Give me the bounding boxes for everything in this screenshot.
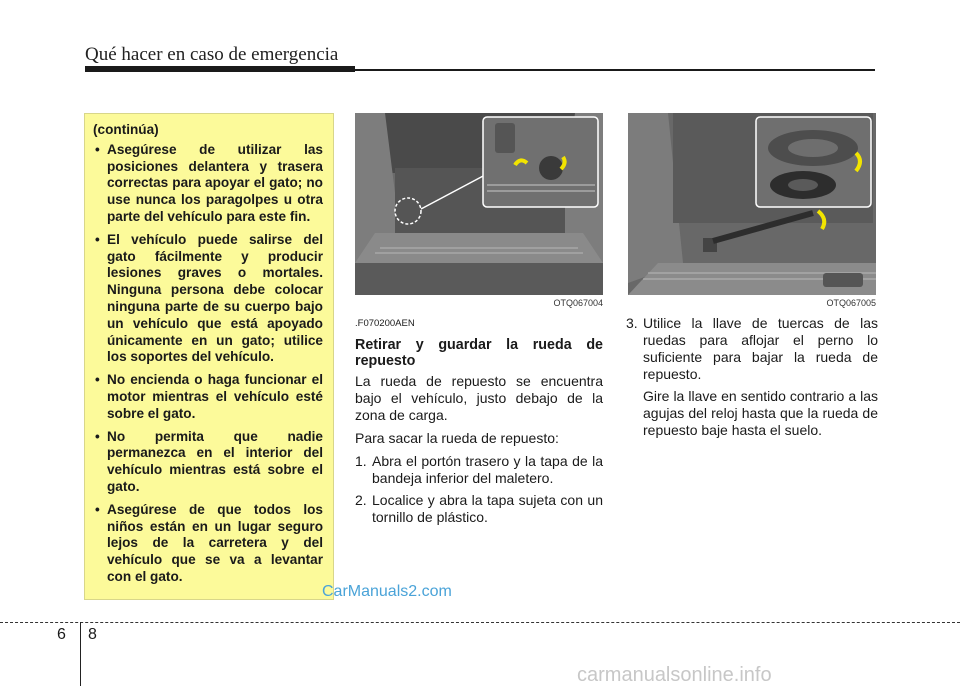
watermark-link[interactable]: CarManuals2.com bbox=[322, 583, 452, 600]
warning-item: • Asegúrese de que todos los niños están en un lugar seguro lejos de la carretera y del vehículo que se va a levantar con el gato. bbox=[93, 502, 323, 586]
step-text: Utilice la llave de tuercas de las ruedas para aflojar el perno lo suficiente para bajar la rueda de repuesto. bbox=[643, 315, 878, 382]
step-3 bbox=[626, 315, 878, 383]
paragraph: Para sacar la rueda de repuesto: bbox=[355, 430, 559, 446]
trunk-cover-photo bbox=[355, 113, 603, 295]
step-number: 3. bbox=[626, 315, 638, 331]
warning-item: • El vehículo puede salirse del gato fácilmente y producir lesiones graves o mortales. Ninguna persona debe colocar ninguna parte de su cuerpo bajo un vehículo que está apoyado únicamente en un gato; utilice los soportes del vehículo. bbox=[93, 232, 323, 366]
step-subparagraph: Gire la llave en sentido contrario a las agujas del reloj hasta que la rueda de repuesto baje hasta el suelo. bbox=[643, 388, 878, 438]
warning-item: • No permita que nadie permanezca en el interior del vehículo mientras está sobre el gato. bbox=[93, 429, 323, 496]
page-number: 8 bbox=[88, 626, 97, 643]
header-rule-thick bbox=[85, 66, 355, 72]
step-number: 1. bbox=[355, 453, 367, 469]
warning-list bbox=[93, 142, 323, 586]
step-2 bbox=[355, 492, 603, 526]
photo-code: OTQ067005 bbox=[826, 298, 876, 308]
paragraph: La rueda de repuesto se encuentra bajo el vehículo, justo debajo de la zona de carga. bbox=[355, 373, 603, 423]
spare-wheel-photo bbox=[628, 113, 876, 295]
step-text: Localice y abra la tapa sujeta con un tornillo de plástico. bbox=[372, 492, 603, 525]
footer-rule bbox=[0, 622, 960, 623]
warning-box bbox=[84, 113, 334, 600]
warning-item: • No encienda o haga funcionar el motor mientras el vehículo esté sobre el gato. bbox=[93, 372, 323, 422]
watermark-footer: carmanualsonline.info bbox=[577, 664, 772, 686]
step-1 bbox=[355, 453, 603, 487]
chapter-number: 6 bbox=[57, 626, 66, 643]
step-number: 2. bbox=[355, 492, 367, 508]
middle-column bbox=[355, 315, 603, 531]
section-code: .F070200AEN bbox=[355, 318, 415, 329]
step-text: Abra el portón trasero y la tapa de la bandeja inferior del maletero. bbox=[372, 453, 603, 486]
page-header-title: Qué hacer en caso de emergencia bbox=[85, 44, 339, 65]
warning-item: • Asegúrese de utilizar las posiciones delantera y trasera correctas para apoyar el gato; no use nunca los paragolpes u otra parte del vehículo para este fin. bbox=[93, 142, 323, 226]
warning-continued-label: (continúa) bbox=[93, 122, 159, 137]
section-heading: Retirar y guardar la rueda de repuesto bbox=[355, 337, 603, 369]
page-number-divider bbox=[80, 622, 81, 686]
photo-code: OTQ067004 bbox=[553, 298, 603, 308]
right-column bbox=[626, 315, 878, 445]
header-rule-thin bbox=[355, 69, 875, 71]
